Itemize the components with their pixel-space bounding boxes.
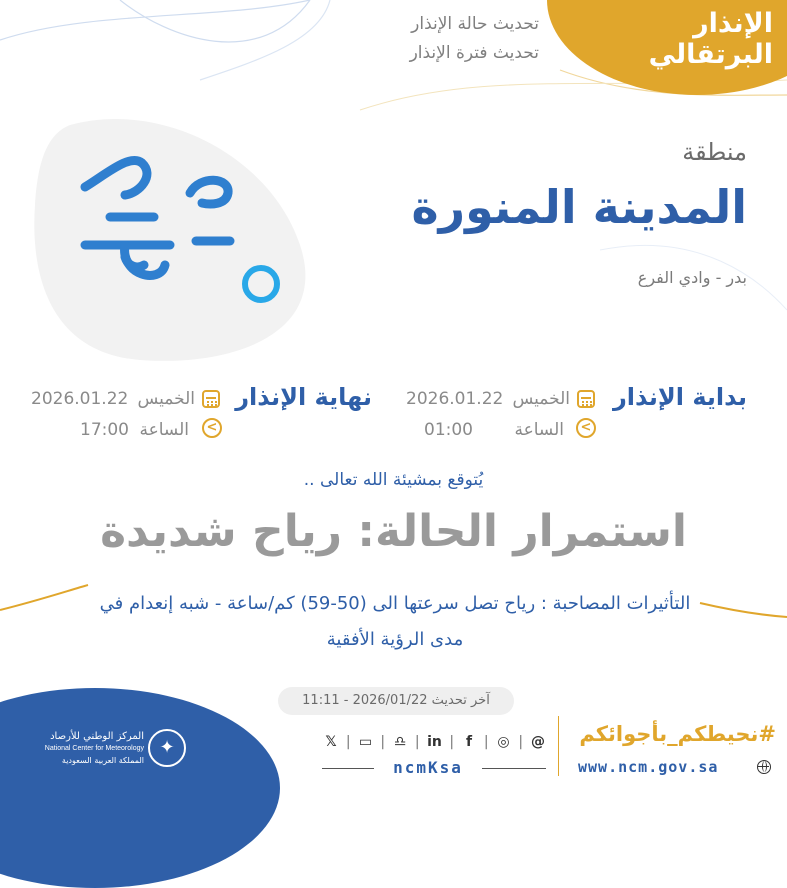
region-label: منطقة [682,138,747,166]
region-name: المدينة المنورة [411,180,747,234]
website-link[interactable]: www.ncm.gov.sa [578,758,719,776]
header-link-period-update: تحديث فترة الإنذار [409,43,539,63]
clock-chevron-icon: < [202,418,222,438]
warning-end-title: نهاية الإنذار [235,383,372,411]
wind-icon [30,105,330,370]
warning-start-time-label: الساعة [514,420,564,440]
header-link-status-update: تحديث حالة الإنذار [411,14,539,34]
forecast-effects: التأثيرات المصاحبة : رياح تصل سرعتها الى (50-59) كم/ساعة - شبه إنعدام في مدى الرؤية الأفقية [99,593,691,650]
instagram-icon[interactable]: ◎ [497,734,510,750]
org-name-ar: المركز الوطني للأرصاد [50,731,144,742]
facebook-icon[interactable]: f [465,734,473,750]
warning-end-day: الخميس [137,389,195,409]
warning-end-date: 2026.01.22 [31,389,129,409]
forecast-headline: استمرار الحالة: رياح شديدة [100,506,687,557]
warning-start-time: 01:00 [424,420,473,440]
calendar-icon [577,390,595,408]
social-links: 𝕏 | ▭ | ♎ | in | f | ◎ | @ [322,731,547,753]
calendar-icon [202,390,220,408]
warning-start-date: 2026.01.22 [406,389,504,409]
warning-end-time-label: الساعة [139,420,189,440]
warning-end-time: 17:00 [80,420,129,440]
warning-start-title: بداية الإنذار [612,383,747,411]
org-name-en: National Center for Meteorology [44,745,144,752]
hashtag: #نحيطكم_بأجوائكم [579,722,776,746]
social-handle[interactable]: ncmKsa [393,758,463,777]
handle-line-left [322,768,374,769]
affected-areas: بدر - وادي الفرع [637,268,747,287]
youtube-icon[interactable]: ▭ [358,734,373,750]
threads-icon[interactable]: @ [531,734,545,750]
warning-start-day: الخميس [512,389,570,409]
warning-level-title: الإنذار البرتقالي [648,8,773,70]
globe-icon [757,760,771,774]
palm-swords-emblem-icon: ✦ [148,729,186,767]
handle-line-right [482,768,546,769]
last-update-badge: آخر تحديث 2026/01/22 - 11:11 [278,687,514,715]
snapchat-icon[interactable]: ♎ [393,734,407,750]
clock-chevron-icon: < [576,418,596,438]
footer-divider [558,716,559,776]
forecast-intro: يُتوقع بمشيئة الله تعالى .. [303,470,484,490]
country-name-ar: المملكة العربية السعودية [61,756,144,765]
x-icon[interactable]: 𝕏 [325,734,337,750]
linkedin-icon[interactable]: in [427,734,442,750]
